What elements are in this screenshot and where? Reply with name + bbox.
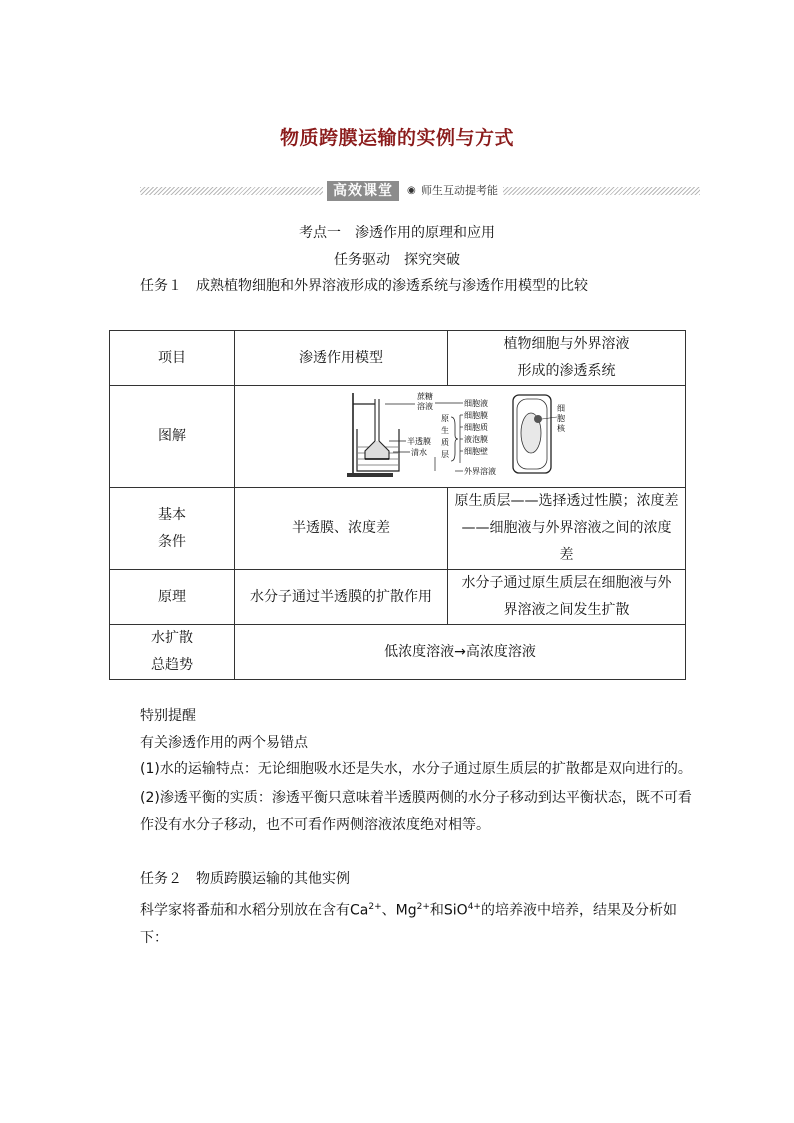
brace-char: 生 <box>441 425 449 435</box>
banner-label: 高效课堂 <box>327 181 399 201</box>
diagram-cell <box>235 386 686 488</box>
mg-charge: 2+ <box>416 902 430 912</box>
conditions-model: 半透膜、浓度差 <box>235 488 448 570</box>
table-row <box>110 331 686 386</box>
principle-label: 原理 <box>110 570 235 625</box>
brace-char: 原 <box>441 413 449 423</box>
label-solution: 溶液 <box>417 401 433 411</box>
conditions-label <box>110 488 235 570</box>
reminder-heading: 有关渗透作用的两个易错点 <box>140 735 308 751</box>
osmosis-diagram <box>345 389 575 485</box>
label-outer-solution: 外界溶液 <box>464 466 496 476</box>
funnel-bell <box>365 441 389 459</box>
brace-char: 层 <box>441 449 449 459</box>
task2-paragraph <box>140 894 700 952</box>
task2-text-b: 、Mg <box>381 902 417 919</box>
trend-value: 低浓度溶液→高浓度溶液 <box>235 625 686 680</box>
trend-label-line1: 水扩散 <box>151 630 193 646</box>
header-item: 项目 <box>110 331 235 386</box>
brace <box>451 417 458 461</box>
table-row <box>110 488 686 570</box>
table-row <box>110 570 686 625</box>
banner-dot-icon: ◉ <box>407 185 416 196</box>
page-title: 物质跨膜运输的实例与方式 <box>279 127 514 149</box>
label-membrane: 半透膜 <box>407 436 431 446</box>
reminder-point-1: (1)水的运输特点：无论细胞吸水还是失水，水分子通过原生质层的扩散都是双向进行的。 <box>140 761 692 777</box>
task2-text-a: 科学家将番茄和水稻分别放在含有Ca <box>140 902 369 919</box>
principle-model: 水分子通过半透膜的扩散作用 <box>235 570 448 625</box>
reminder-title: 特别提醒 <box>140 708 196 724</box>
brace-char: 质 <box>441 437 449 447</box>
task2-title: 任务２ 物质跨膜运输的其他实例 <box>140 871 350 887</box>
label-nucleus: 胞 <box>557 413 565 423</box>
table-row <box>110 625 686 680</box>
task2-text-c: 和SiO <box>429 902 468 919</box>
label-sucrose: 蔗糖 <box>417 391 433 401</box>
header-plant-line2: 形成的渗透系统 <box>517 363 616 379</box>
reminder-point-2: (2)渗透平衡的实质：渗透平衡只意味着半透膜两侧的水分子移动到达平衡状态，既不可看作没有水分子移动，也不可看作两侧溶液浓度绝对相等。 <box>140 790 692 833</box>
stand-base <box>347 473 393 477</box>
section-banner <box>140 181 700 201</box>
header-model: 渗透作用模型 <box>235 331 448 386</box>
trend-label-line2: 总趋势 <box>151 657 193 673</box>
principle-plant <box>448 570 686 625</box>
section-heading: 考点一 渗透作用的原理和应用 <box>299 225 495 241</box>
label-nucleus: 核 <box>557 423 565 433</box>
label-nucleus: 细 <box>557 403 565 413</box>
label-water: 清水 <box>411 447 427 457</box>
section-subheading: 任务驱动 探究突破 <box>334 252 460 268</box>
principle-plant-line1: 水分子通过原生质层在细胞液与外 <box>461 575 672 591</box>
banner-subtitle: 师生互动提考能 <box>421 184 498 197</box>
banner-hatch-left <box>140 187 323 195</box>
task1-title: 任务１ 成熟植物细胞和外界溶液形成的渗透系统与渗透作用模型的比较 <box>140 278 588 294</box>
principle-plant-line2: 界溶液之间发生扩散 <box>503 602 630 618</box>
nucleus <box>534 415 542 423</box>
banner-hatch-right <box>503 187 700 195</box>
label-vacuole-membrane: 液泡膜 <box>464 434 488 444</box>
label-cell-wall: 细胞壁 <box>464 446 488 456</box>
conditions-label-line2: 条件 <box>158 533 186 550</box>
si-charge: 4+ <box>467 902 481 912</box>
header-plant <box>448 331 686 386</box>
label-cell-sap: 细胞液 <box>464 398 488 408</box>
conditions-plant-line1: 原生质层——选择透过性膜；浓度差 <box>454 493 679 509</box>
header-plant-line1: 植物细胞与外界溶液 <box>503 336 630 352</box>
task2-text-d: 的培养液中培养，结果及分析如下： <box>140 902 677 946</box>
table-row <box>110 386 686 488</box>
conditions-plant <box>448 488 686 570</box>
comparison-table <box>109 330 686 680</box>
trend-label <box>110 625 235 680</box>
pointer-line <box>542 417 557 419</box>
ca-charge: 2+ <box>368 902 382 912</box>
conditions-label-line1: 基本 <box>158 506 186 523</box>
label-cell-membrane: 细胞膜 <box>464 410 488 420</box>
label-cytoplasm: 细胞质 <box>464 422 488 432</box>
conditions-plant-line3: 差 <box>559 547 574 563</box>
conditions-plant-line2: ——细胞液与外界溶液之间的浓度 <box>461 520 672 536</box>
diagram-label: 图解 <box>110 386 235 488</box>
arrows <box>435 403 463 471</box>
